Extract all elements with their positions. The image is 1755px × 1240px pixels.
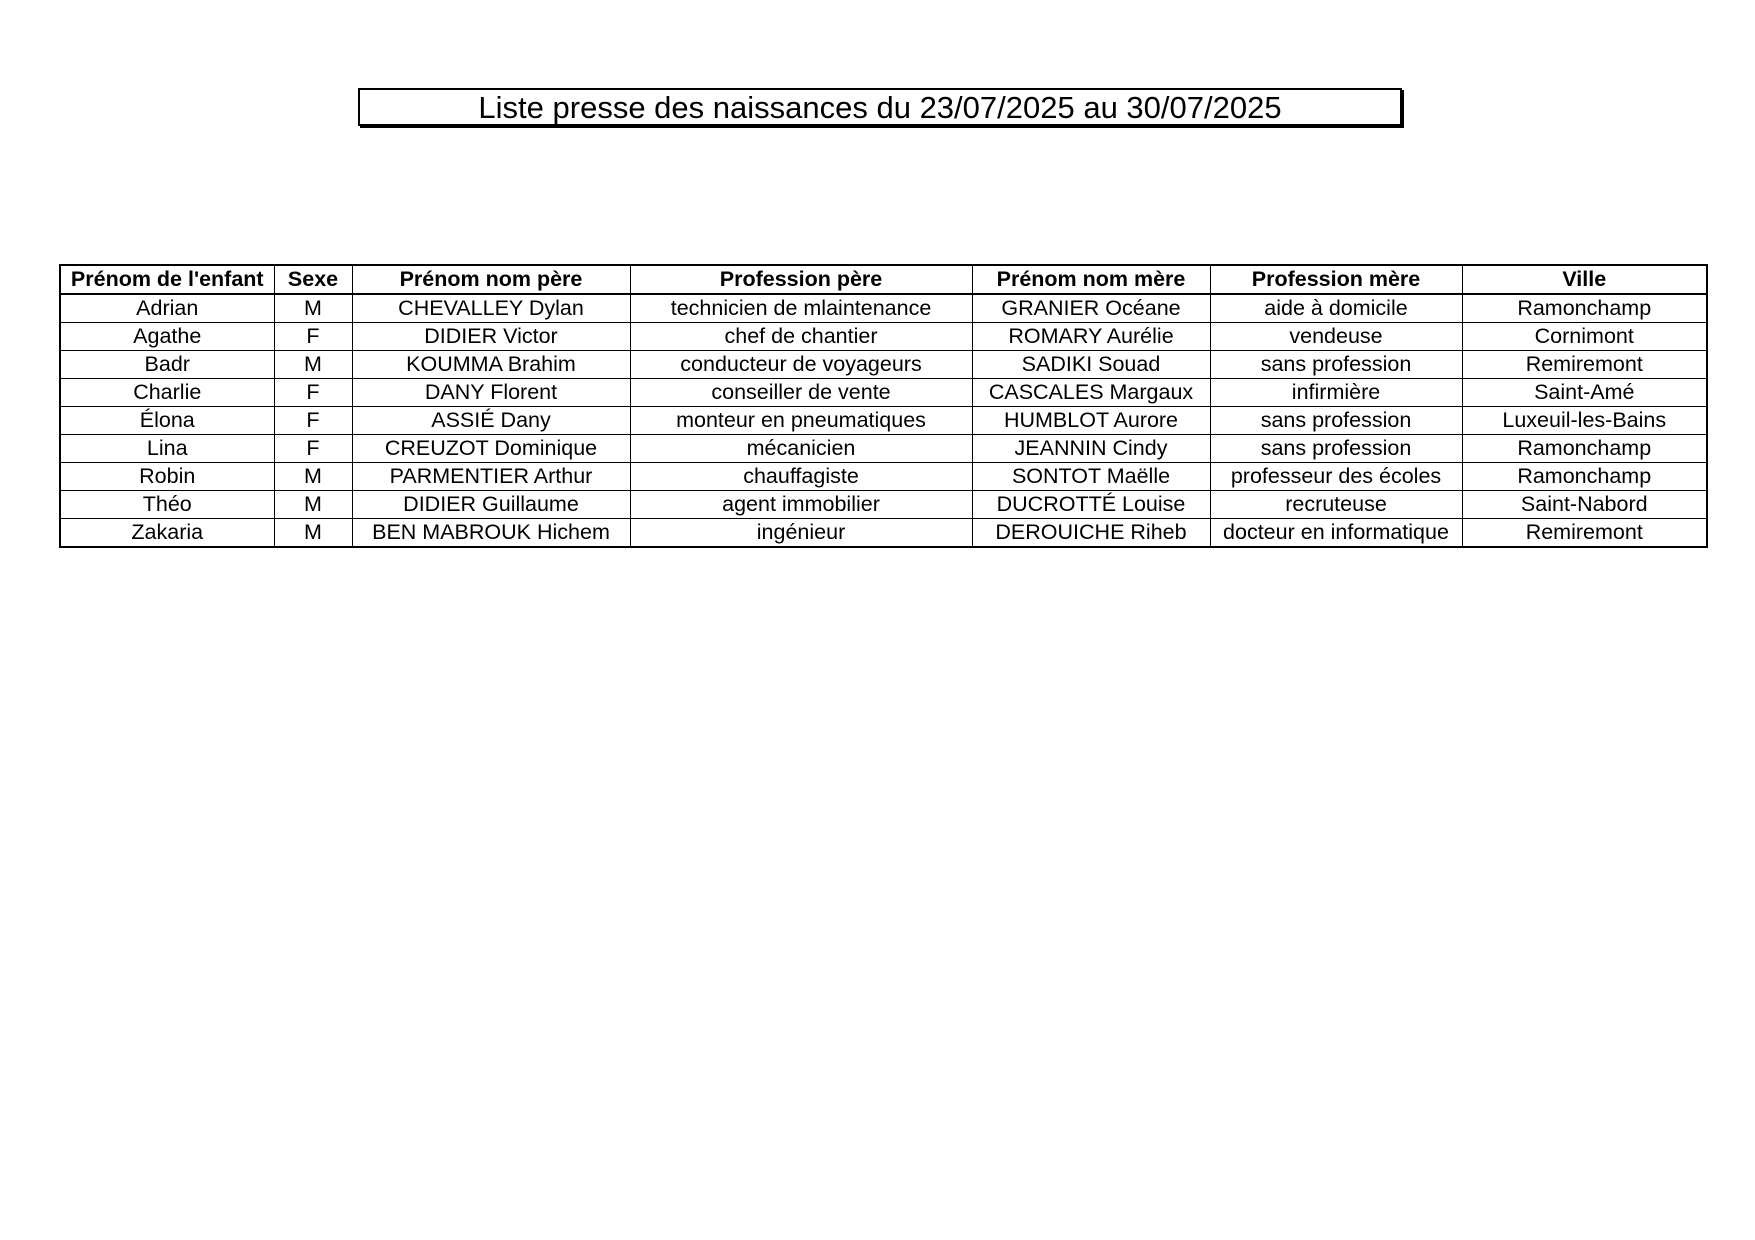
cell-profession-pere: conducteur de voyageurs: [630, 351, 972, 379]
cell-prenom-nom-mere: DUCROTTÉ Louise: [972, 491, 1210, 519]
cell-sexe: M: [274, 351, 352, 379]
table-row: [60, 294, 1707, 323]
cell-profession-pere: agent immobilier: [630, 491, 972, 519]
cell-prenom-enfant: Charlie: [60, 379, 274, 407]
cell-sexe: M: [274, 519, 352, 548]
cell-profession-mere: aide à domicile: [1210, 294, 1462, 323]
cell-profession-mere: vendeuse: [1210, 323, 1462, 351]
cell-profession-mere: sans profession: [1210, 435, 1462, 463]
cell-profession-pere: conseiller de vente: [630, 379, 972, 407]
table-header-row: [60, 265, 1707, 294]
table-row: [60, 379, 1707, 407]
cell-ville: Saint-Nabord: [1462, 491, 1707, 519]
cell-profession-mere: recruteuse: [1210, 491, 1462, 519]
cell-prenom-nom-mere: DEROUICHE Riheb: [972, 519, 1210, 548]
cell-prenom-nom-pere: ASSIÉ Dany: [352, 407, 630, 435]
cell-sexe: M: [274, 463, 352, 491]
cell-ville: Saint-Amé: [1462, 379, 1707, 407]
table-row: [60, 323, 1707, 351]
table-row: [60, 435, 1707, 463]
cell-ville: Ramonchamp: [1462, 294, 1707, 323]
header-profession-pere: Profession père: [630, 265, 972, 294]
cell-prenom-enfant: Zakaria: [60, 519, 274, 548]
cell-prenom-enfant: Agathe: [60, 323, 274, 351]
cell-prenom-nom-pere: CHEVALLEY Dylan: [352, 294, 630, 323]
table-row: [60, 519, 1707, 548]
cell-ville: Ramonchamp: [1462, 435, 1707, 463]
cell-prenom-nom-pere: CREUZOT Dominique: [352, 435, 630, 463]
table-row: [60, 463, 1707, 491]
cell-ville: Remiremont: [1462, 519, 1707, 548]
cell-prenom-enfant: Lina: [60, 435, 274, 463]
cell-prenom-nom-mere: SADIKI Souad: [972, 351, 1210, 379]
cell-profession-mere: sans profession: [1210, 407, 1462, 435]
cell-ville: Ramonchamp: [1462, 463, 1707, 491]
cell-prenom-enfant: Élona: [60, 407, 274, 435]
cell-profession-mere: sans profession: [1210, 351, 1462, 379]
cell-prenom-nom-pere: DIDIER Guillaume: [352, 491, 630, 519]
cell-profession-pere: chauffagiste: [630, 463, 972, 491]
cell-profession-mere: infirmière: [1210, 379, 1462, 407]
cell-prenom-nom-pere: PARMENTIER Arthur: [352, 463, 630, 491]
cell-profession-pere: ingénieur: [630, 519, 972, 548]
cell-profession-mere: professeur des écoles: [1210, 463, 1462, 491]
cell-profession-pere: monteur en pneumatiques: [630, 407, 972, 435]
cell-sexe: F: [274, 323, 352, 351]
table-row: [60, 491, 1707, 519]
cell-prenom-nom-mere: HUMBLOT Aurore: [972, 407, 1210, 435]
cell-prenom-nom-mere: ROMARY Aurélie: [972, 323, 1210, 351]
cell-prenom-enfant: Adrian: [60, 294, 274, 323]
cell-ville: Remiremont: [1462, 351, 1707, 379]
table-row: [60, 351, 1707, 379]
cell-sexe: M: [274, 294, 352, 323]
cell-ville: Luxeuil-les-Bains: [1462, 407, 1707, 435]
cell-ville: Cornimont: [1462, 323, 1707, 351]
header-prenom-nom-mere: Prénom nom mère: [972, 265, 1210, 294]
cell-sexe: M: [274, 491, 352, 519]
header-sexe: Sexe: [274, 265, 352, 294]
header-ville: Ville: [1462, 265, 1707, 294]
header-prenom-enfant: Prénom de l'enfant: [60, 265, 274, 294]
cell-prenom-enfant: Théo: [60, 491, 274, 519]
cell-profession-pere: technicien de mlaintenance: [630, 294, 972, 323]
table-row: [60, 407, 1707, 435]
cell-prenom-nom-pere: BEN MABROUK Hichem: [352, 519, 630, 548]
cell-prenom-nom-pere: DIDIER Victor: [352, 323, 630, 351]
cell-prenom-nom-mere: JEANNIN Cindy: [972, 435, 1210, 463]
cell-prenom-nom-mere: CASCALES Margaux: [972, 379, 1210, 407]
cell-profession-pere: mécanicien: [630, 435, 972, 463]
cell-profession-mere: docteur en informatique: [1210, 519, 1462, 548]
header-prenom-nom-pere: Prénom nom père: [352, 265, 630, 294]
cell-prenom-nom-pere: KOUMMA Brahim: [352, 351, 630, 379]
cell-prenom-nom-pere: DANY Florent: [352, 379, 630, 407]
cell-prenom-nom-mere: SONTOT Maëlle: [972, 463, 1210, 491]
header-profession-mere: Profession mère: [1210, 265, 1462, 294]
cell-prenom-enfant: Badr: [60, 351, 274, 379]
cell-sexe: F: [274, 435, 352, 463]
cell-sexe: F: [274, 379, 352, 407]
births-table: [59, 264, 1708, 548]
cell-prenom-nom-mere: GRANIER Océane: [972, 294, 1210, 323]
cell-profession-pere: chef de chantier: [630, 323, 972, 351]
cell-sexe: F: [274, 407, 352, 435]
cell-prenom-enfant: Robin: [60, 463, 274, 491]
document-title: Liste presse des naissances du 23/07/2025 au 30/07/2025: [358, 88, 1402, 126]
